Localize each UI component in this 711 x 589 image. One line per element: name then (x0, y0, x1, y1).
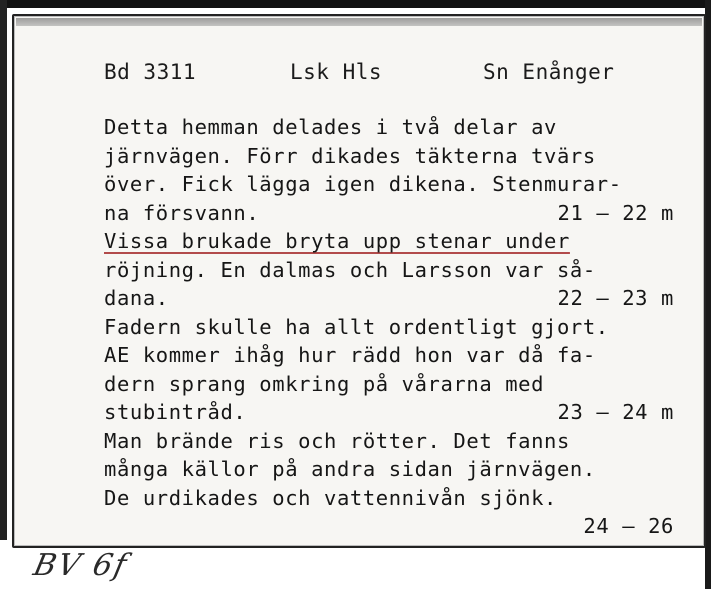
line-text: AE kommer ihåg hur rädd hon var då fa- (104, 343, 596, 367)
text-line (104, 284, 674, 313)
scan-border-top (0, 0, 711, 8)
tape-mark: 21 – 22 m (557, 200, 674, 225)
line-text: Man brände ris och rötter. Det fanns (104, 428, 570, 453)
text-line (104, 484, 674, 513)
line-text: dana. (104, 286, 169, 310)
line-text: De urdikades och vattennivån sjönk. (104, 485, 557, 510)
tape-mark: 23 – 24 m (557, 400, 674, 424)
line-text: dern sprang omkring på vårarna med (104, 371, 545, 396)
tape-mark: 22 – 23 m (557, 286, 674, 310)
text-line (104, 142, 674, 171)
line-text: Detta hemman delades i två delar av (104, 115, 557, 139)
text-line (104, 256, 674, 285)
text-line (104, 313, 674, 342)
line-text: över. Fick lägga igen dikena. Stenmurar- (104, 172, 622, 196)
text-line (104, 370, 674, 399)
line-text: järnvägen. Förr dikades täkterna tvärs (104, 143, 596, 168)
text-line (104, 227, 674, 256)
line-text: na försvann. (104, 200, 260, 225)
text-line (104, 113, 674, 142)
tape-mark: 24 – 26 (583, 514, 674, 538)
area-code: Lsk Hls (290, 60, 383, 84)
handwritten-note: BV 6f (30, 548, 132, 583)
text-line (104, 170, 674, 199)
text-line (104, 398, 674, 427)
text-line (104, 512, 674, 541)
text-line (104, 427, 674, 456)
parish-name: Sn Enånger (483, 60, 615, 84)
card-text (104, 113, 674, 541)
record-id: Bd 3311 (104, 60, 197, 84)
text-line (104, 199, 674, 228)
card-top-shadow (16, 18, 702, 26)
line-text: Vissa brukade bryta upp stenar under (104, 229, 570, 253)
card-header (0, 60, 711, 90)
line-text: röjning. En dalmas och Larsson var så- (104, 257, 596, 282)
line-text: Fadern skulle ha allt ordentligt gjort. (104, 314, 609, 339)
text-line (104, 341, 674, 370)
text-line (104, 455, 674, 484)
line-text: många källor på andra sidan järnvägen. (104, 457, 596, 481)
line-text: stubintråd. (104, 400, 247, 424)
